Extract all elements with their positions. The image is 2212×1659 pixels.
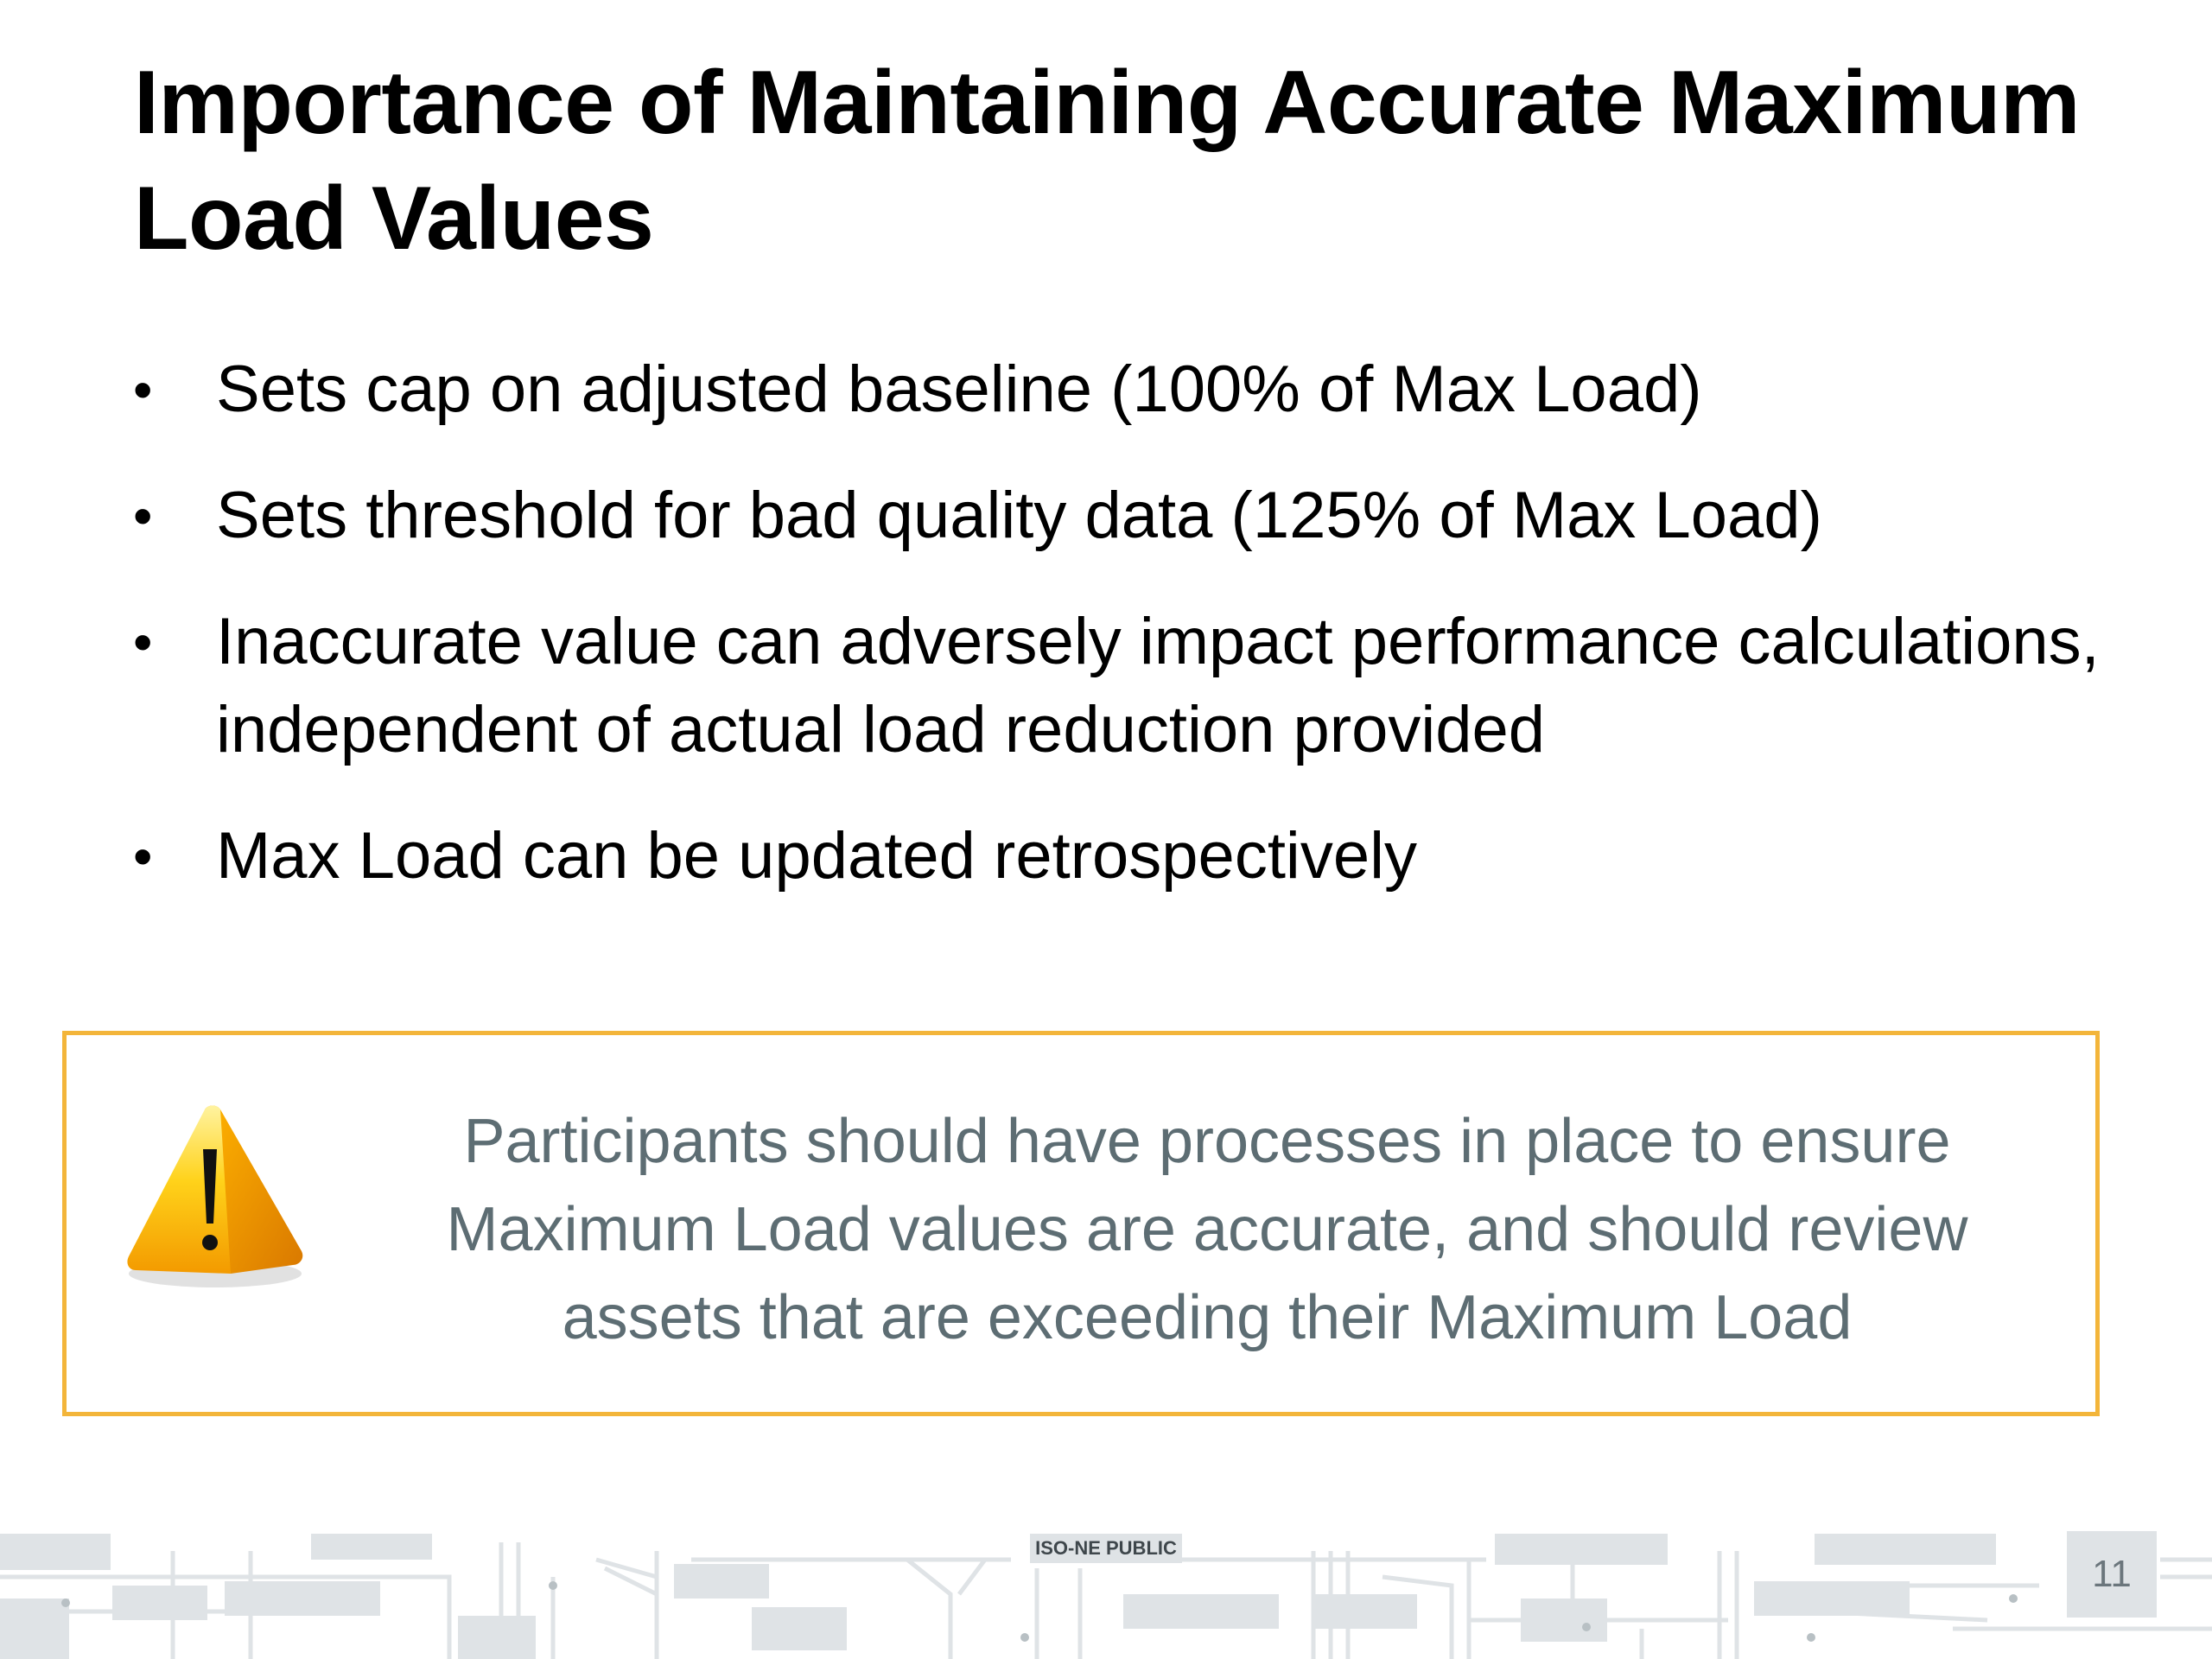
bullet-item (130, 346, 2117, 434)
warning-icon (124, 1104, 307, 1291)
bullet-dot-icon: • (133, 611, 153, 673)
bullet-dot-icon: • (133, 359, 153, 421)
bullet-list (130, 346, 2117, 938)
page-number: 11 (2067, 1531, 2157, 1618)
bullet-item (130, 812, 2117, 900)
bullet-item (130, 472, 2117, 560)
slide-title: Importance of Maintaining Accurate Maximum Load Values (134, 53, 2080, 269)
footer-label: ISO-NE PUBLIC (1030, 1534, 1182, 1563)
bullet-text: Inaccurate value can adversely impact performance calculations, independent of actual load reduction provided (216, 605, 2100, 766)
bullet-item (130, 598, 2117, 774)
bullet-text: Sets threshold for bad quality data (125% of Max Load) (216, 479, 1822, 552)
bullet-text: Max Load can be updated retrospectively (216, 819, 1417, 893)
bullet-dot-icon: • (133, 485, 153, 547)
bullet-dot-icon: • (133, 825, 153, 887)
bullet-text: Sets cap on adjusted baseline (100% of Max Load) (216, 353, 1702, 426)
callout-text: Participants should have processes in place to ensure Maximum Load values are accurate, and should review assets that are exceeding their Maximum Load (446, 1107, 1968, 1352)
callout-box (62, 1031, 2100, 1416)
